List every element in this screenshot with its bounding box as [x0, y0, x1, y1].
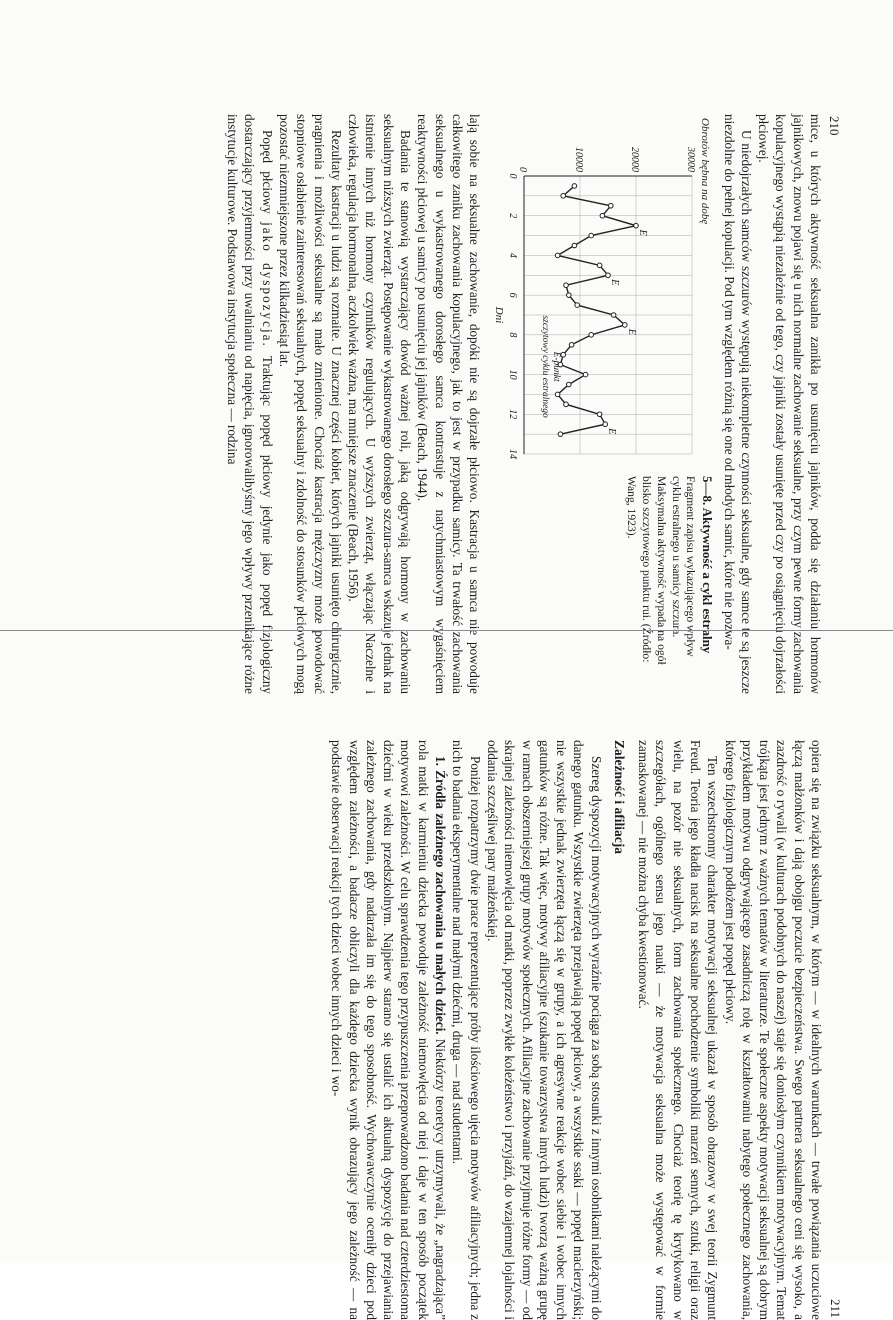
- left-page: [56, 114, 842, 695]
- paragraph: opiera się na związku seksualnym, w którym — w idealnych warunkach — trwałe powiązania uczuciowe łączą małżonków i dają obojgu poczucie bezpieczeństwa. Swego partnera seksualnego ceni się wysoko, a zazdrość o rywali (w kulturach podobnych do naszej) staje się doniosłym czynnikiem motywacyjnym. Temat trójkąta jest jednym z ważnych tematów w literaturze. Te społeczne aspekty motywacji seksualnej są dobrym przykładem motywu odgrywającego zasadniczą rolę w kształtowaniu nabytego społecznego zachowania, którego fizjologicznym podłożem jest popęd płciowy.: [722, 740, 824, 1320]
- x-tick-label: 10: [507, 369, 519, 380]
- paragraph: Ten wszechstronny charakter motywacji seksualnej ukazał w sposób obrazowy w swej teorii Zygmunt Freud. Teoria jego kładła nacisk na seksualne pochodzenie symboliki marzeń sennych, sztuki, religii oraz wielu, na pozór nie seksualnych, form zachowania społecznego. Chociaż teorię tę krytykowano w szczegółach, ogólnego sensu jego nauki — że motywacja seksualna może występować w formie zamaskowanej — nie można chyba kwestionować.: [636, 740, 721, 1320]
- data-point: [564, 402, 569, 407]
- data-point: [623, 323, 628, 328]
- data-point: [609, 203, 614, 208]
- x-tick-label: 6: [507, 292, 519, 298]
- data-point: [567, 382, 572, 387]
- figure-caption-text: Fragment zapisu wykazującego wpływ cyklu estralnego u samicy szczura. Maksymalna aktywność wypada na ogół blisko szczytowego punktu rui. (Źródło: Wang, 1923).: [625, 476, 698, 665]
- peak-marker: E: [606, 428, 618, 435]
- page-fold-divider: [0, 630, 893, 631]
- y-tick-label: 0: [517, 167, 529, 172]
- y-tick-label: 10000: [573, 147, 585, 172]
- x-tick-label: 4: [507, 252, 519, 258]
- chart-annotation: E-punkt: [551, 351, 562, 382]
- subheading: 1. Źródła zależnego zachowania u małych dzieci.: [433, 756, 449, 1035]
- data-point: [612, 313, 617, 318]
- x-tick-label: 0: [507, 173, 519, 179]
- paragraph: mice, u których aktywność seksualna zanikła po usunięciu jajników, podda się działaniu hormonów jajnikowych, znowu pojawi się u nich normalne zachowanie seksualne, przy czym pewne formy zachowania kopulacyjnego wystąpią niezależnie od tego, czy jajniki zostały usunięte przed czy po osiągnięciu dojrzałości płciowej.: [756, 114, 823, 694]
- data-point: [570, 342, 575, 347]
- data-point: [572, 243, 577, 248]
- x-tick-label: 14: [507, 449, 519, 459]
- x-tick-label: 12: [507, 409, 519, 420]
- data-point: [589, 333, 594, 338]
- paragraph-sexual-drive: [224, 114, 276, 694]
- paragraph-lead: Popęd płciowy: [259, 130, 275, 214]
- y-axis-label: Obrotów bębna na dobę: [699, 118, 712, 225]
- paragraph: Rezultaty kastracji u ludzi są rozmaite. U znacznej części kobiet, których jajniki usunięto chirurgicznie, pragnienia i możliwości seksualne są mało zmienione. Chociaż kastracja mężczyzny może powodować stopniowe osłabienie zainteresowań seksualnych, popęd seksualny i zdolność do stosunków płciowych mogą pozostać niezmniejszone przez kilkadziesiąt lat.: [276, 114, 344, 694]
- y-tick-label: 20000: [629, 147, 641, 172]
- paragraph: lają sobie na seksualne zachowanie, dopóki nie są dojrzałe płciowo. Kastracja u samca nie powoduje całkowitego zaniku zachowania kopulacyjnego, jak to jest w przypadku samicy. Ta trwałość zachowania seksualnego u wykastrowanego dorosłego samca kontrastuje z natychmiastowym wygaśnięciem reaktywności płciowej u samicy po usunięciu jej jajników (Beach, 1944).: [415, 114, 483, 694]
- paragraph: U niedojrzałych samców szczurów występują niekompletne czynności seksualne, gdy samce te są jeszcze niezdolne do pełnej kopulacji. Pod tym względem różnią się one od młodych samic, które nie pozwa-: [721, 114, 754, 694]
- series-line: [558, 186, 636, 434]
- data-point: [584, 372, 589, 377]
- paragraph-rest: Niektórzy teoretycy utrzymywali, że „nagradzająca” rola matki w karmieniu dziecka powoduje zależność niemowlęcia od niej i daje w ten sposób początek motywowi zależności. W celu sprawdzenia tego przypuszczenia przeprowadzono badania nad czterdziestoma dziećmi w wieku przedszkolnym. Najpierw starano się ustalić ich aktualną dyspozycję do przejawiania zależnego zachowania, gdy nadarzała im się do tego sposobność. Wychowawczynie oceniły dzieci pod względem zależności, a badacze obliczyli dla każdego dziecka wynik obrazujący jego zależność — na podstawie obserwacji reakcji tych dzieci wobec innych dzieci i wo-: [329, 740, 449, 1320]
- figure-caption-title: 5—8. Aktywność a cykl estralny: [700, 476, 716, 654]
- data-point: [556, 392, 561, 397]
- data-point: [561, 194, 566, 199]
- page-number-left: 210: [827, 116, 842, 136]
- x-tick-label: 2: [507, 213, 519, 219]
- peak-marker: E: [626, 328, 638, 336]
- data-point: [606, 273, 611, 278]
- paragraph: Poniżej rozpatrzymy dwie prace reprezentujące próby ilościowego ujęcia motywów afiliacyjnych; jedna z nich to badania eksperymentalne nad małymi dziećmi, druga — nad studentami.: [450, 740, 483, 1320]
- data-point: [598, 263, 603, 268]
- data-point: [575, 303, 580, 308]
- paragraph-rest: Traktując popęd płciowy jedynie jako popęd fizjologiczny dostarczający przyjemności przy uwalnianiu od napięcia, ignorowalibyśmy jego wpływy przenikające różne instytucje kulturowe. Podstawowa instytucja społeczna — rodzina: [225, 114, 275, 695]
- y-tick-label: 30000: [685, 147, 697, 172]
- peak-marker: E: [609, 279, 621, 286]
- figure-caption: [623, 476, 714, 681]
- x-tick-label: 8: [507, 332, 519, 338]
- paragraph: Szereg dyspozycji motywacyjnych wyraźnie pociąga za sobą stosunki z innymi osobnikami należącymi do danego gatunku. Wszystkie zwierzęta przejawiają popęd płciowy, a wszystkie ssaki — popęd macierzyński; nie wszystkie jednak zwierzęta łączą się w grupy, a ich agresywne reakcje wobec siebie i wobec innych gatunków są różne. Tak więc, motywy afiliacyjne (szukanie towarzystwa innych ludzi) tworzą ważną grupę w ramach obszerniejszej grupy motywów społecznych. Afiliacyjne zachowanie przyjmuje różne formy — od skrajnej zależności niemowlęcia od matki, poprzez zwykłe koleżeństwo i przyjaźń, do wzajemnej lojalności i oddania szczęśliwej pary małżeńskiej.: [484, 740, 604, 1320]
- data-point: [572, 184, 577, 189]
- x-axis-label: Dni: [493, 306, 506, 324]
- data-point: [556, 253, 561, 258]
- data-point: [603, 422, 608, 427]
- data-point: [561, 352, 566, 357]
- paragraph-spaced-term: jako dyspozycja.: [259, 222, 275, 348]
- data-point: [567, 293, 572, 298]
- data-point: [589, 233, 594, 238]
- figure-activity-estrous: [489, 114, 714, 694]
- right-page: [57, 740, 843, 1320]
- peak-marker: E: [637, 229, 649, 236]
- paragraph-dependency-sources: [328, 740, 449, 1320]
- section-heading: Zależność i afiliacja: [611, 740, 627, 854]
- paragraph: Badania te stanowią wystarczający dowód ważnej roli, jaką odgrywają hormony w zachowaniu seksualnym niższych zwierząt. Postępowanie wykastrowanego dorosłego szczura-samca wskazuje jednak na istnienie innych niż hormony czynników regulujących. U wyższych zwierząt, włączając Naczelne i człowieka, regulacja hormonalna, aczkolwiek ważna, ma mniejsze znaczenie (Beach, 1956).: [346, 114, 414, 694]
- data-point: [564, 283, 569, 288]
- activity-chart: [489, 114, 714, 474]
- page-number-right: 211: [828, 1298, 843, 1318]
- data-point: [634, 223, 639, 228]
- data-point: [558, 432, 563, 437]
- data-point: [598, 412, 603, 417]
- data-point: [600, 213, 605, 218]
- chart-annotation: szczytowy cyklu estralnego: [540, 315, 551, 418]
